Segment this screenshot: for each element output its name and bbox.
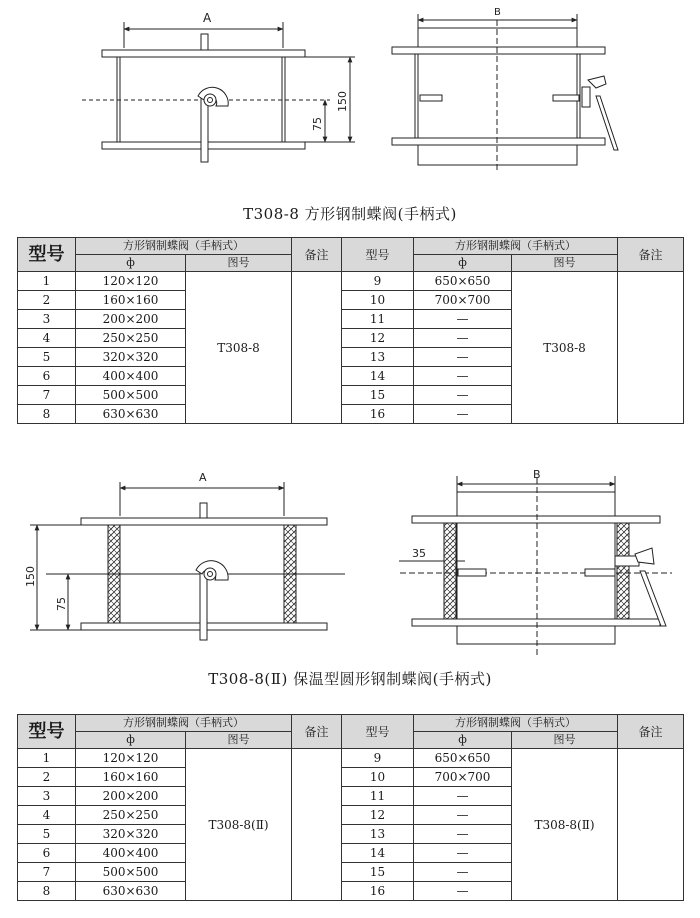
model-no: 6: [18, 367, 76, 386]
model-no: 11: [342, 310, 414, 329]
model-no: 15: [342, 863, 414, 882]
note-cell: [618, 749, 684, 901]
table-1-phi-header: ф: [76, 255, 186, 272]
model-no: 3: [18, 310, 76, 329]
figure-1-dim-75-label: 75: [311, 117, 324, 131]
figure-2-front-view: [30, 482, 345, 640]
model-no: 1: [18, 272, 76, 291]
table-2-drawing-header: 图号: [186, 732, 292, 749]
model-no: 11: [342, 787, 414, 806]
size-cell: —: [414, 863, 512, 882]
model-no: 10: [342, 768, 414, 787]
model-no: 1: [18, 749, 76, 768]
model-no: 10: [342, 291, 414, 310]
table-row: [18, 272, 684, 291]
model-no: 2: [18, 768, 76, 787]
size-cell: 700×700: [414, 768, 512, 787]
size-cell: 700×700: [414, 291, 512, 310]
note-cell: [618, 272, 684, 424]
model-no: 8: [18, 405, 76, 424]
figure-2-dim-a-label: A: [199, 471, 207, 484]
size-cell: —: [414, 405, 512, 424]
size-cell: 160×160: [76, 768, 186, 787]
drawing-number: T308-8(Ⅱ): [512, 749, 618, 901]
model-no: 13: [342, 348, 414, 367]
model-no: 6: [18, 844, 76, 863]
model-no: 9: [342, 749, 414, 768]
drawing-number: T308-8(Ⅱ): [186, 749, 292, 901]
spec-table-1: [17, 237, 684, 424]
size-cell: 200×200: [76, 787, 186, 806]
size-cell: —: [414, 806, 512, 825]
model-no: 14: [342, 844, 414, 863]
figure-2-side-view: [399, 476, 672, 656]
size-cell: 500×500: [76, 386, 186, 405]
figure-2-dim-150-label: 150: [24, 566, 37, 587]
figure-1-caption: T308-8 方形钢制蝶阀(手柄式): [243, 205, 457, 223]
table-1-group-header: 方形钢制蝶阀（手柄式）: [76, 238, 292, 255]
table-1-group-header-right: 方形钢制蝶阀（手柄式）: [414, 238, 618, 255]
model-no: 8: [18, 882, 76, 901]
drawing-number: T308-8: [186, 272, 292, 424]
model-no: 5: [18, 348, 76, 367]
size-cell: —: [414, 348, 512, 367]
size-cell: 400×400: [76, 367, 186, 386]
model-no: 16: [342, 882, 414, 901]
figure-1-dim-a-label: A: [203, 11, 212, 25]
size-cell: 400×400: [76, 844, 186, 863]
note-cell: [292, 272, 342, 424]
figure-2-dim-75-label: 75: [55, 597, 68, 611]
table-1-note-header: 备注: [292, 238, 342, 272]
model-no: 12: [342, 806, 414, 825]
model-no: 7: [18, 863, 76, 882]
figure-2-dim-35-label: 35: [412, 547, 426, 560]
table-2-model-header: 型号: [18, 715, 76, 749]
size-cell: 630×630: [76, 405, 186, 424]
model-no: 15: [342, 386, 414, 405]
size-cell: 320×320: [76, 825, 186, 844]
model-no: 7: [18, 386, 76, 405]
size-cell: —: [414, 787, 512, 806]
size-cell: 250×250: [76, 806, 186, 825]
table-1-phi-header-right: ф: [414, 255, 512, 272]
table-2-drawing-header-right: 图号: [512, 732, 618, 749]
model-no: 16: [342, 405, 414, 424]
size-cell: 120×120: [76, 749, 186, 768]
figure-1-side-view: [392, 14, 618, 170]
table-1-drawing-header: 图号: [186, 255, 292, 272]
model-no: 4: [18, 806, 76, 825]
table-1-model-header: 型号: [18, 238, 76, 272]
size-cell: 650×650: [414, 272, 512, 291]
size-cell: 200×200: [76, 310, 186, 329]
drawing-number: T308-8: [512, 272, 618, 424]
table-1-note-header-right: 备注: [618, 238, 684, 272]
size-cell: —: [414, 367, 512, 386]
model-no: 2: [18, 291, 76, 310]
table-2-group-header: 方形钢制蝶阀（手柄式）: [76, 715, 292, 732]
table-2-phi-header: ф: [76, 732, 186, 749]
table-1-drawing-header-right: 图号: [512, 255, 618, 272]
model-no: 12: [342, 329, 414, 348]
table-row: [18, 749, 684, 768]
size-cell: —: [414, 329, 512, 348]
table-2-note-header: 备注: [292, 715, 342, 749]
model-no: 4: [18, 329, 76, 348]
figure-1-dim-b-label: B: [494, 7, 501, 18]
model-no: 13: [342, 825, 414, 844]
size-cell: 160×160: [76, 291, 186, 310]
table-1-model-header-right: 型号: [342, 238, 414, 272]
size-cell: 650×650: [414, 749, 512, 768]
size-cell: —: [414, 844, 512, 863]
figure-2-caption: T308-8(Ⅱ) 保温型圆形钢制蝶阀(手柄式): [208, 670, 492, 688]
figure-2-drawing: [0, 466, 700, 662]
size-cell: 120×120: [76, 272, 186, 291]
model-no: 3: [18, 787, 76, 806]
size-cell: 320×320: [76, 348, 186, 367]
figure-1-dim-150-label: 150: [336, 91, 349, 112]
table-2-note-header-right: 备注: [618, 715, 684, 749]
model-no: 9: [342, 272, 414, 291]
size-cell: 630×630: [76, 882, 186, 901]
figure-2-dim-b-label: B: [533, 468, 541, 481]
note-cell: [292, 749, 342, 901]
size-cell: —: [414, 825, 512, 844]
table-2-phi-header-right: ф: [414, 732, 512, 749]
table-2-group-header-right: 方形钢制蝶阀（手柄式）: [414, 715, 618, 732]
size-cell: 500×500: [76, 863, 186, 882]
figure-1-front-view: [82, 22, 355, 162]
model-no: 14: [342, 367, 414, 386]
figure-1-drawing: [0, 0, 700, 195]
size-cell: —: [414, 310, 512, 329]
size-cell: 250×250: [76, 329, 186, 348]
table-2-model-header-right: 型号: [342, 715, 414, 749]
size-cell: —: [414, 386, 512, 405]
spec-table-2: [17, 714, 684, 901]
size-cell: —: [414, 882, 512, 901]
model-no: 5: [18, 825, 76, 844]
